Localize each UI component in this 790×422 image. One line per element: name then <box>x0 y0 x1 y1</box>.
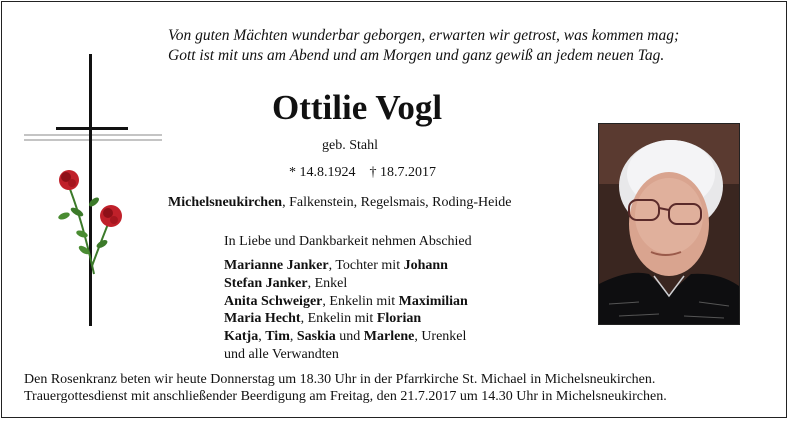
life-dates <box>289 165 436 181</box>
birth-date: * 14.8.1924 <box>289 165 356 180</box>
maiden-name: geb. Stahl <box>322 138 378 153</box>
mourner-relation: , <box>258 329 266 345</box>
quote-line-2: Gott ist mit uns am Abend und am Morgen und ganz gewiß an jedem neuen Tag. <box>168 47 665 64</box>
mourner-line <box>224 310 468 328</box>
mourner-name: Marianne Janker <box>224 258 329 273</box>
mourner-relation: und alle Verwandten <box>224 346 339 362</box>
mourner-line <box>224 346 468 364</box>
obituary-notice <box>1 1 787 418</box>
mourner-line <box>224 275 468 293</box>
mourner-name: Maximilian <box>398 293 468 309</box>
place-rest: , Falkenstein, Regelsmais, Roding-Heide <box>282 195 512 210</box>
service-line-2: Trauergottesdienst mit anschließender Beerdigung am Freitag, den 21.7.2017 um 14.30 Uhr in Michelsneukirchen. <box>24 389 667 404</box>
mourner-relation: , <box>289 329 297 345</box>
mourner-line <box>224 328 468 346</box>
mourner-relation: und <box>335 329 364 345</box>
mourner-relation: , Urenkel <box>414 329 467 345</box>
mourner-name: Anita Schweiger <box>224 293 323 309</box>
mourner-relation: , Enkel <box>307 275 348 291</box>
farewell-line: In Liebe und Dankbarkeit nehmen Abschied <box>224 234 472 249</box>
death-date: † 18.7.2017 <box>369 165 436 180</box>
mourner-name: Saskia <box>296 329 336 345</box>
quote-line-1: Von guten Mächten wunderbar geborgen, erwarten wir getrost, was kommen mag; <box>168 27 680 44</box>
service-info <box>24 371 667 405</box>
place-main: Michelsneukirchen <box>168 195 283 210</box>
mourner-name: Katja <box>224 329 259 345</box>
mourner-name: Johann <box>403 258 448 273</box>
mourner-name: Tim <box>265 329 290 345</box>
mourner-name: Marlene <box>363 329 415 345</box>
portrait-photo <box>598 123 740 325</box>
mourner-relation: , Tochter mit <box>328 258 404 273</box>
deceased-name: Ottilie Vogl <box>272 88 443 127</box>
mourner-name: Stefan Janker <box>224 275 308 291</box>
mourner-line <box>224 293 468 311</box>
cross-with-roses-icon <box>22 54 164 330</box>
quote <box>168 26 768 66</box>
mourner-name: Florian <box>376 311 422 327</box>
mourners-list <box>224 257 468 364</box>
mourner-line <box>224 257 468 275</box>
service-line-1: Den Rosenkranz beten wir heute Donnerstag um 18.30 Uhr in der Pfarrkirche St. Michael in Michelsneukirchen. <box>24 372 656 387</box>
mourner-relation: , Enkelin mit <box>322 293 399 309</box>
mourner-relation: , Enkelin mit <box>300 311 377 327</box>
mourner-name: Maria Hecht <box>224 311 301 327</box>
places <box>168 195 512 211</box>
